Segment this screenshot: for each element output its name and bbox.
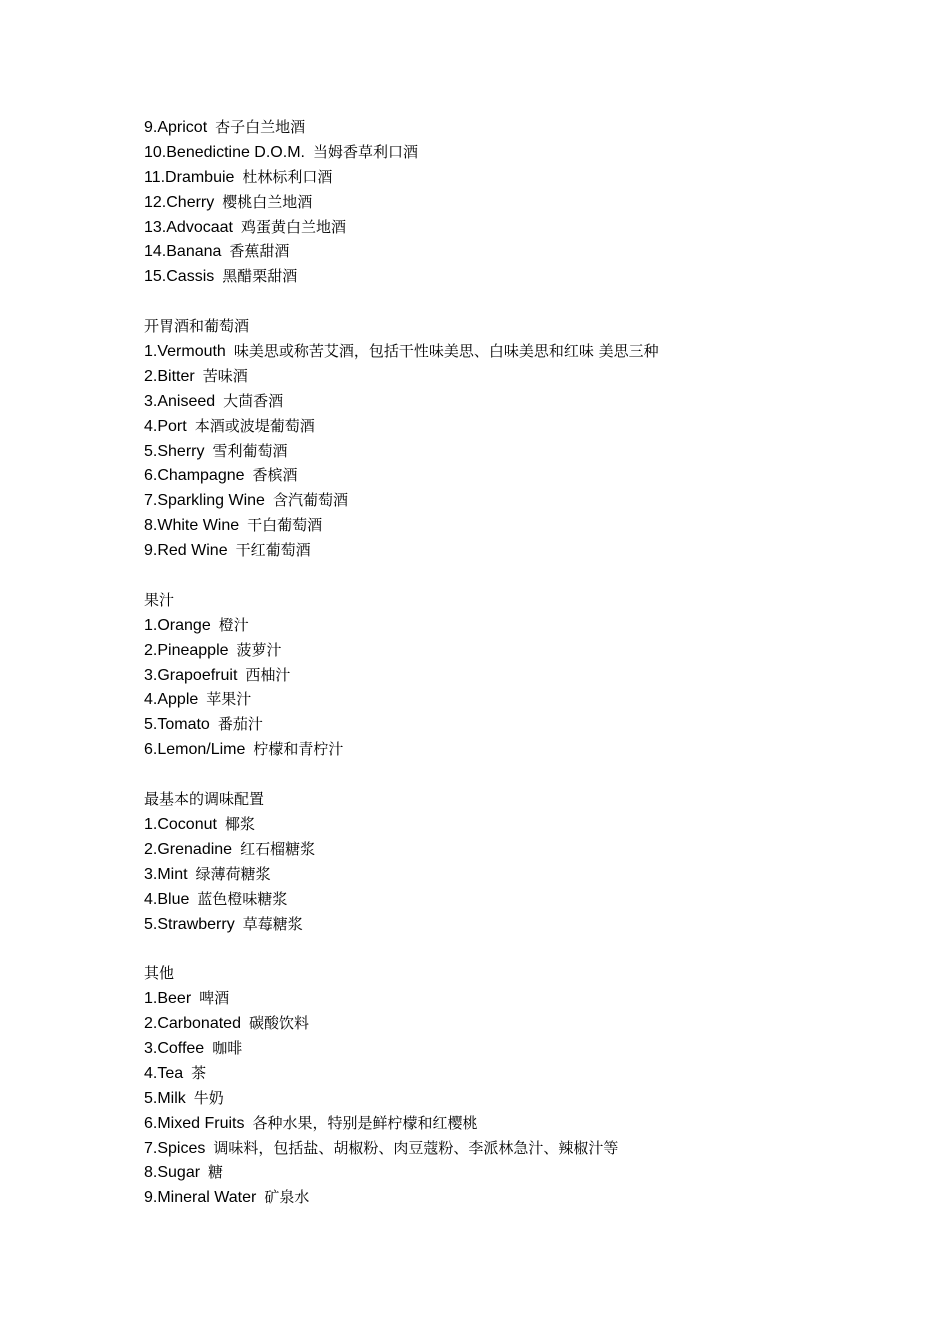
item-chinese: 杏子白兰地酒: [215, 118, 306, 136]
list-item: [144, 862, 904, 887]
section-spacer: [144, 762, 904, 787]
list-item: [144, 239, 904, 264]
list-item: [144, 513, 904, 538]
item-chinese: 香槟酒: [252, 466, 298, 485]
item-english: 12.Cherry: [144, 193, 215, 211]
list-item: [144, 1036, 904, 1061]
list-item: [144, 1061, 904, 1086]
item-chinese: 味美思或称苦艾酒，包括干性味美思、白味美思和红味 美思三种: [233, 342, 659, 361]
item-chinese: 蓝色橙味糖浆: [197, 889, 288, 908]
item-english: 1.Vermouth: [144, 343, 226, 361]
item-english: 9.Red Wine: [144, 542, 228, 560]
list-item: [144, 712, 904, 737]
list-item: [144, 1111, 904, 1136]
list-item: [144, 1160, 904, 1185]
item-chinese: 苹果汁: [206, 690, 252, 709]
list-item: [144, 887, 904, 912]
item-english: 1.Orange: [144, 616, 211, 634]
item-english: 5.Milk: [144, 1089, 186, 1107]
item-english: 2.Pineapple: [144, 641, 229, 659]
list-item: [144, 1185, 904, 1210]
section-juices: [144, 588, 904, 762]
item-chinese: 咖啡: [212, 1038, 243, 1057]
list-item: [144, 190, 904, 215]
section-heading: 其他: [144, 964, 175, 983]
item-english: 1.Coconut: [144, 815, 217, 833]
list-item: [144, 1136, 904, 1161]
item-english: 3.Mint: [144, 865, 188, 883]
item-chinese: 黑醋栗甜酒: [222, 267, 298, 286]
item-chinese: 大茴香酒: [223, 391, 284, 410]
item-english: 11.Drambuie: [144, 168, 235, 186]
item-english: 13.Advocaat: [144, 218, 233, 236]
item-english: 2.Bitter: [144, 367, 195, 385]
list-item: [144, 737, 904, 762]
item-english: 3.Coffee: [144, 1039, 205, 1057]
item-chinese: 本酒或波堤葡萄酒: [194, 416, 315, 435]
list-item: [144, 364, 904, 389]
item-english: 9.Mineral Water: [144, 1189, 257, 1207]
item-english: 5.Strawberry: [144, 915, 235, 933]
section-heading: 开胃酒和葡萄酒: [144, 317, 250, 336]
item-english: 6.Champagne: [144, 467, 245, 485]
list-item: [144, 463, 904, 488]
list-item: [144, 613, 904, 638]
item-chinese: 樱桃白兰地酒: [222, 192, 313, 211]
item-chinese: 雪利葡萄酒: [212, 441, 288, 460]
item-chinese: 干白葡萄酒: [247, 516, 323, 535]
list-item: [144, 638, 904, 663]
item-english: 7.Sparkling Wine: [144, 492, 265, 510]
section-heading: 最基本的调味配置: [144, 790, 265, 809]
item-chinese: 调味料，包括盐、胡椒粉、肉豆蔻粉、李派林急汁、辣椒汁等: [213, 1138, 619, 1157]
list-item: [144, 488, 904, 513]
section-aperitifs-wines: [144, 314, 904, 563]
document-page: [144, 115, 904, 1210]
item-english: 6.Mixed Fruits: [144, 1114, 245, 1132]
list-item: [144, 115, 904, 140]
item-chinese: 西柚汁: [245, 665, 291, 684]
list-item: [144, 339, 904, 364]
list-item: [144, 687, 904, 712]
list-item: [144, 812, 904, 837]
item-english: 8.White Wine: [144, 517, 240, 535]
item-chinese: 菠萝汁: [236, 640, 282, 659]
item-chinese: 干红葡萄酒: [235, 541, 311, 560]
item-chinese: 番茄汁: [217, 715, 263, 734]
item-english: 15.Cassis: [144, 268, 215, 286]
item-chinese: 碳酸饮料: [248, 1014, 309, 1033]
section-basic-flavorings: [144, 787, 904, 936]
item-english: 10.Benedictine D.O.M.: [144, 143, 305, 161]
item-chinese: 苦味酒: [202, 366, 248, 385]
item-english: 4.Port: [144, 417, 187, 435]
item-chinese: 牛奶: [193, 1088, 224, 1107]
item-chinese: 柠檬和青柠汁: [253, 740, 344, 759]
section-spacer: [144, 563, 904, 588]
list-item: [144, 1011, 904, 1036]
list-item: [144, 140, 904, 165]
item-english: 2.Grenadine: [144, 840, 233, 858]
list-item: [144, 538, 904, 563]
item-chinese: 各种水果，特别是鲜柠檬和红樱桃: [252, 1113, 478, 1132]
list-item: [144, 1086, 904, 1111]
list-item: [144, 165, 904, 190]
item-chinese: 绿薄荷糖浆: [195, 864, 271, 883]
item-chinese: 杜林标利口酒: [242, 167, 333, 186]
item-english: 5.Tomato: [144, 716, 210, 734]
item-english: 7.Spices: [144, 1139, 206, 1157]
item-chinese: 鸡蛋黄白兰地酒: [240, 217, 346, 236]
list-item: [144, 439, 904, 464]
item-chinese: 橙汁: [218, 615, 249, 634]
list-item: [144, 912, 904, 937]
item-english: 8.Sugar: [144, 1164, 201, 1182]
section-spacer: [144, 936, 904, 961]
list-item: [144, 264, 904, 289]
item-chinese: 茶: [191, 1063, 207, 1082]
item-chinese: 椰浆: [224, 814, 255, 833]
section-heading: 果汁: [144, 590, 175, 609]
item-chinese: 啤酒: [199, 989, 230, 1008]
list-item: [144, 837, 904, 862]
item-chinese: 草莓糖浆: [242, 914, 303, 933]
item-english: 1.Beer: [144, 990, 192, 1008]
item-english: 6.Lemon/Lime: [144, 741, 246, 759]
item-chinese: 糖: [208, 1163, 224, 1182]
item-english: 2.Carbonated: [144, 1015, 241, 1033]
item-english: 9.Apricot: [144, 119, 208, 136]
item-chinese: 矿泉水: [264, 1188, 310, 1207]
section-spacer: [144, 289, 904, 314]
list-item: [144, 663, 904, 688]
list-item: [144, 215, 904, 240]
item-english: 5.Sherry: [144, 442, 205, 460]
section-others: [144, 961, 904, 1210]
item-chinese: 红石榴糖浆: [240, 839, 316, 858]
item-chinese: 香蕉甜酒: [229, 242, 290, 261]
item-chinese: 含汽葡萄酒: [272, 491, 348, 510]
item-english: 3.Aniseed: [144, 392, 216, 410]
item-english: 3.Grapoefruit: [144, 666, 238, 684]
item-english: 4.Blue: [144, 890, 190, 908]
list-item: [144, 986, 904, 1011]
section-liqueurs-continued: [144, 115, 904, 289]
item-chinese: 当姆香草利口酒: [312, 142, 418, 161]
item-english: 4.Apple: [144, 691, 199, 709]
item-english: 14.Banana: [144, 243, 222, 261]
item-english: 4.Tea: [144, 1064, 184, 1082]
list-item: [144, 414, 904, 439]
list-item: [144, 389, 904, 414]
